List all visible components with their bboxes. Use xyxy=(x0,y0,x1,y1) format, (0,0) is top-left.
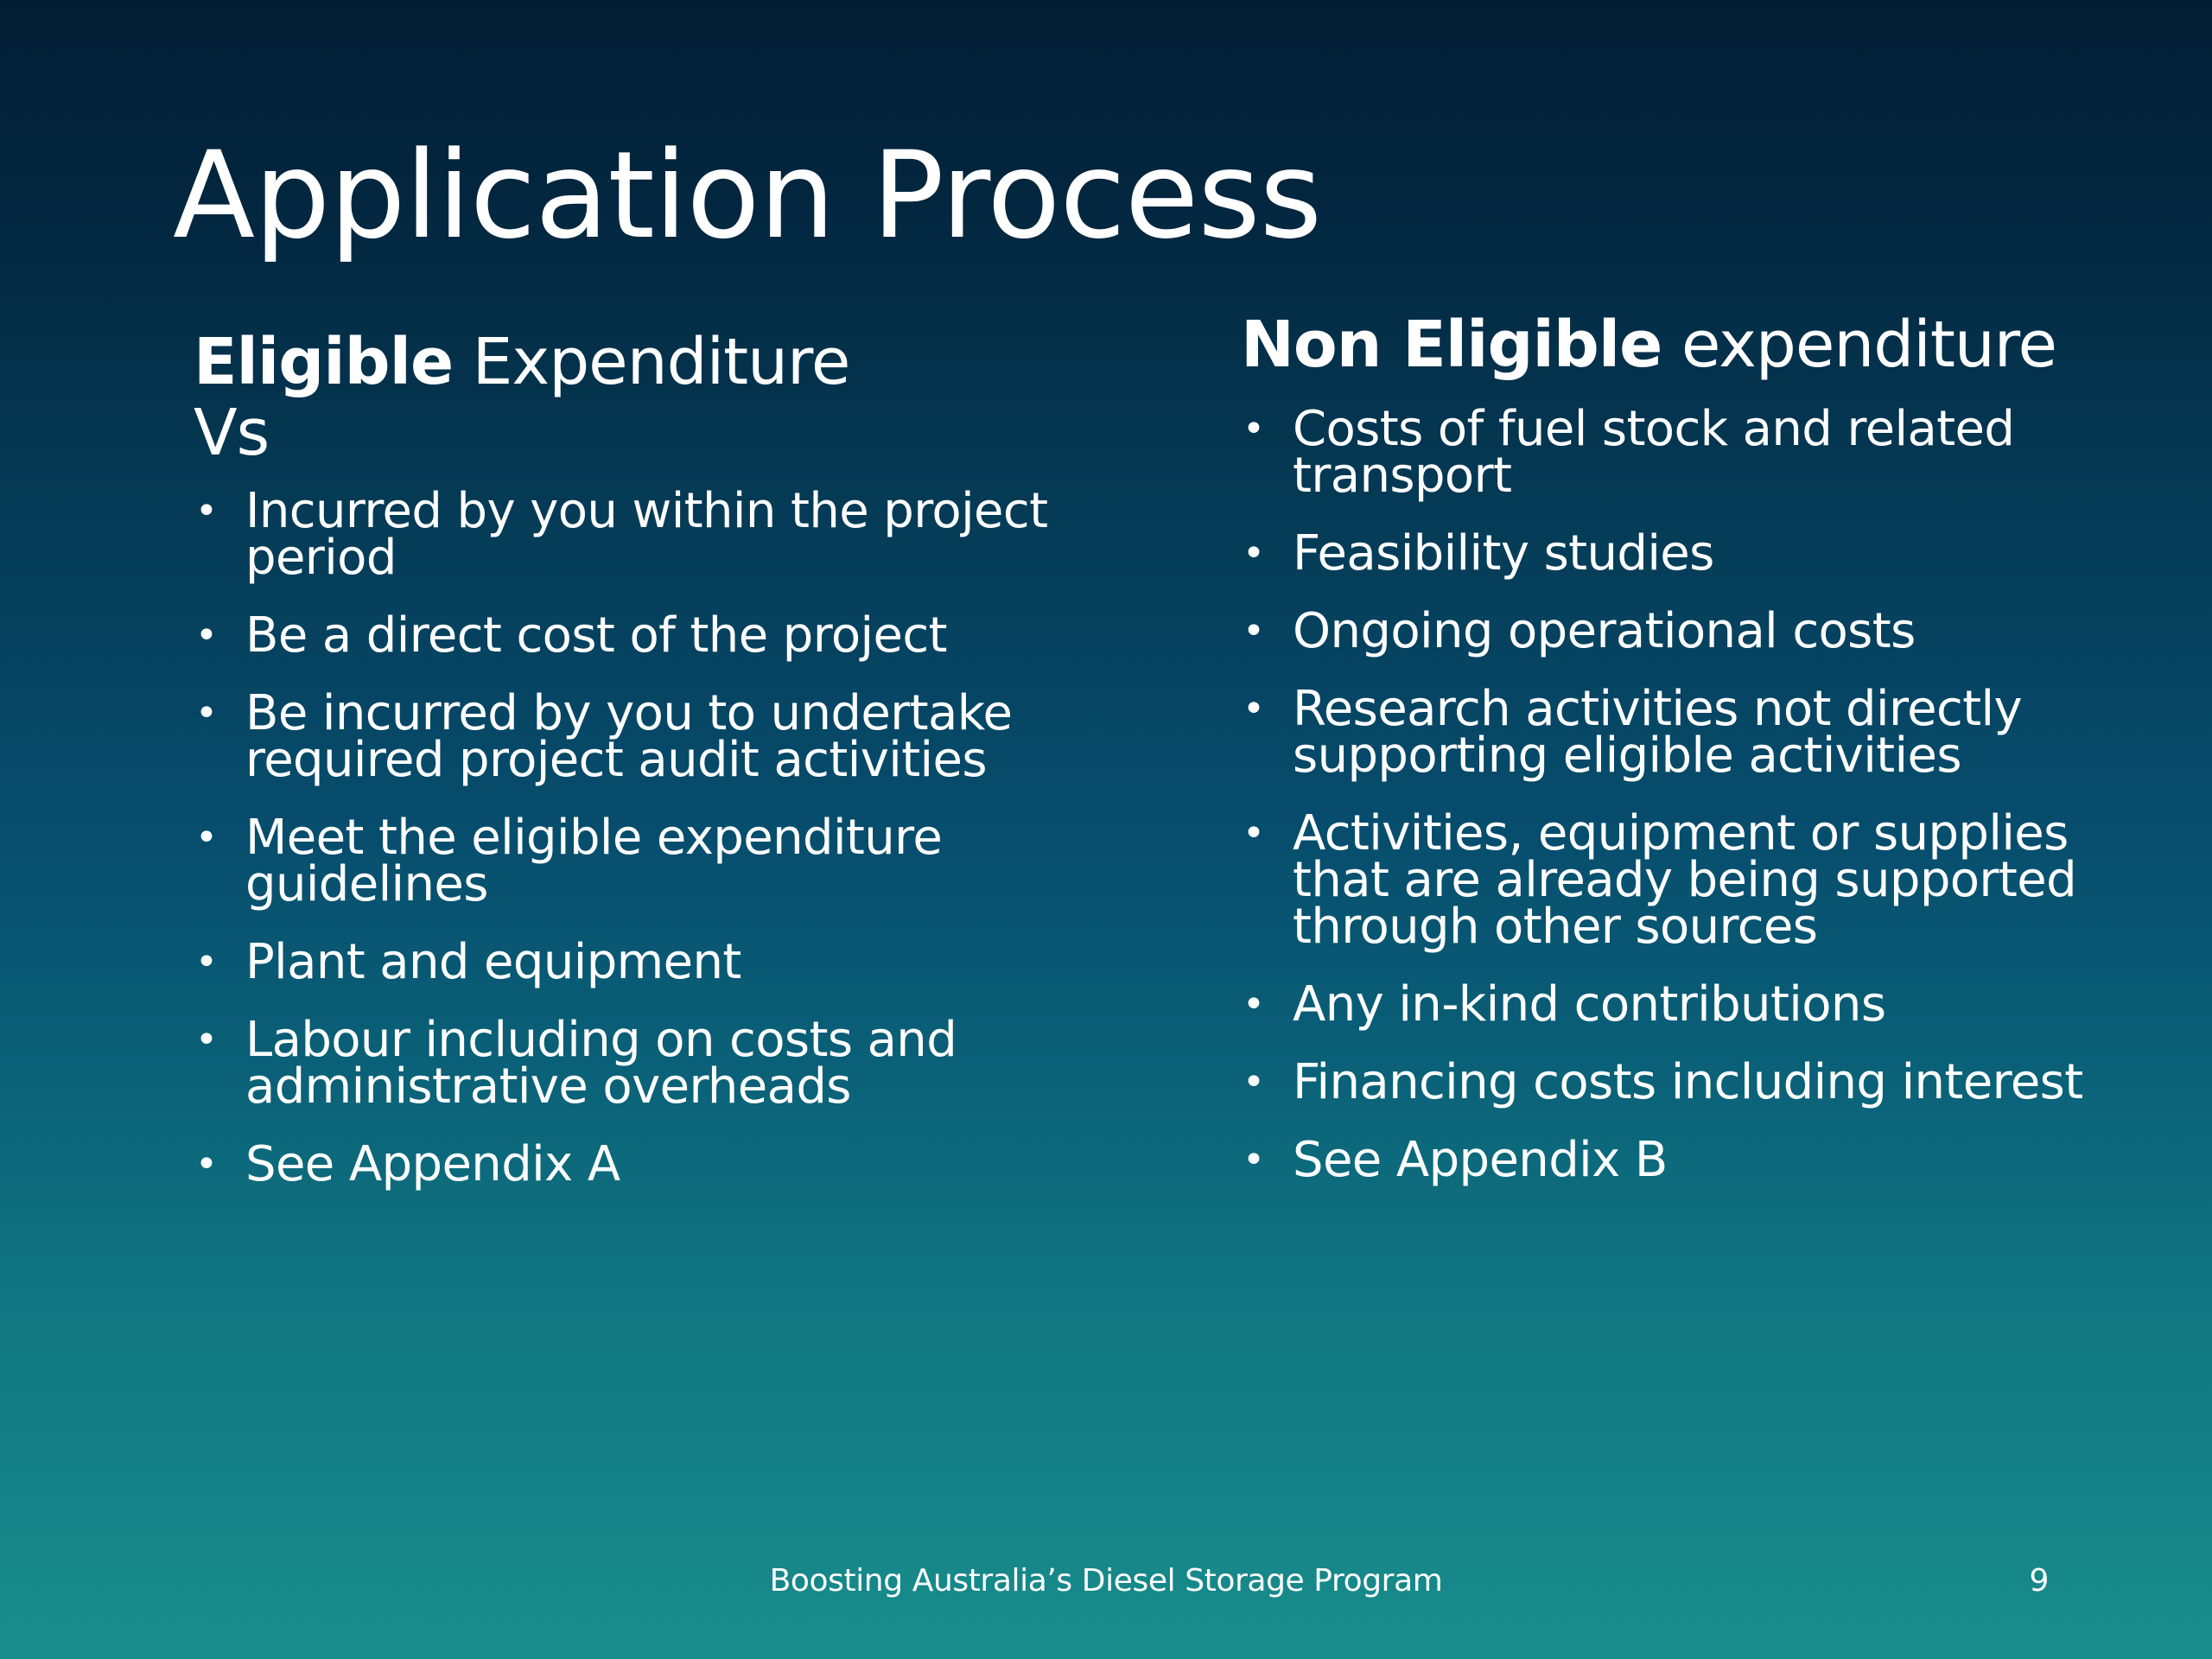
bullet-item xyxy=(1237,603,2110,659)
bullet-text: Be incurred by you to undertake required project audit activities xyxy=(245,685,1013,788)
bullet-item xyxy=(1237,976,2110,1033)
bullet-icon: • xyxy=(1243,1138,1265,1182)
bullet-icon: • xyxy=(195,691,218,735)
bullet-icon: • xyxy=(1243,811,1265,855)
bullet-item xyxy=(190,685,1080,788)
bullet-text: Be a direct cost of the project xyxy=(245,607,947,664)
bullet-item xyxy=(190,934,1080,990)
bullet-icon: • xyxy=(1243,687,1265,731)
page-number: 9 xyxy=(2029,1563,2050,1599)
bullet-item xyxy=(1237,805,2110,955)
eligible-heading-rest: Expenditure xyxy=(453,325,850,399)
bullet-text: Activities, equipment or supplies that are already being supported through other sources xyxy=(1293,805,2077,955)
bullet-text: See Appendix A xyxy=(245,1136,620,1192)
non-eligible-heading-rest: expenditure xyxy=(1662,308,2057,382)
versus-label: Vs xyxy=(194,396,270,470)
bullet-item xyxy=(190,607,1080,664)
slide-title: Application Process xyxy=(173,125,1322,265)
bullet-text: Research activities not directly supporting eligible activities xyxy=(1293,681,2023,784)
bullet-icon: • xyxy=(1243,982,1265,1027)
eligible-heading xyxy=(194,327,849,468)
bullet-text: Plant and equipment xyxy=(245,934,741,990)
bullet-item xyxy=(190,1012,1080,1115)
bullet-icon: • xyxy=(195,1018,218,1062)
non-eligible-list xyxy=(1237,401,2110,1215)
bullet-text: See Appendix B xyxy=(1293,1132,1668,1188)
eligible-heading-bold: Eligible xyxy=(194,325,454,399)
bullet-text: Feasibility studies xyxy=(1293,525,1714,582)
bullet-text: Ongoing operational costs xyxy=(1293,603,1916,659)
non-eligible-heading xyxy=(1241,309,2056,380)
bullet-text: Costs of fuel stock and related transport xyxy=(1293,401,2015,504)
bullet-item xyxy=(190,1136,1080,1192)
bullet-item xyxy=(190,810,1080,912)
bullet-item xyxy=(1237,1054,2110,1110)
bullet-text: Meet the eligible expenditure guidelines xyxy=(245,810,943,912)
bullet-icon: • xyxy=(1243,1060,1265,1104)
bullet-item xyxy=(1237,525,2110,582)
bullet-text: Any in-kind contributions xyxy=(1293,976,1886,1033)
bullet-item xyxy=(1237,401,2110,504)
slide-footer: Boosting Australia’s Diesel Storage Program xyxy=(769,1563,1443,1599)
bullet-text: Labour including on costs and administrative overheads xyxy=(245,1012,957,1115)
bullet-text: Incurred by you within the project period xyxy=(245,483,1048,586)
bullet-icon: • xyxy=(195,816,218,860)
bullet-item xyxy=(1237,681,2110,784)
bullet-icon: • xyxy=(1243,609,1265,653)
bullet-item xyxy=(190,483,1080,586)
bullet-icon: • xyxy=(1243,407,1265,451)
eligible-list xyxy=(190,483,1080,1219)
bullet-icon: • xyxy=(195,940,218,984)
bullet-icon: • xyxy=(1243,531,1265,575)
non-eligible-heading-bold: Non Eligible xyxy=(1241,308,1662,382)
bullet-icon: • xyxy=(195,613,218,658)
bullet-icon: • xyxy=(195,489,218,533)
bullet-item xyxy=(1237,1132,2110,1188)
bullet-text: Financing costs including interest xyxy=(1293,1054,2083,1110)
bullet-icon: • xyxy=(195,1142,218,1186)
